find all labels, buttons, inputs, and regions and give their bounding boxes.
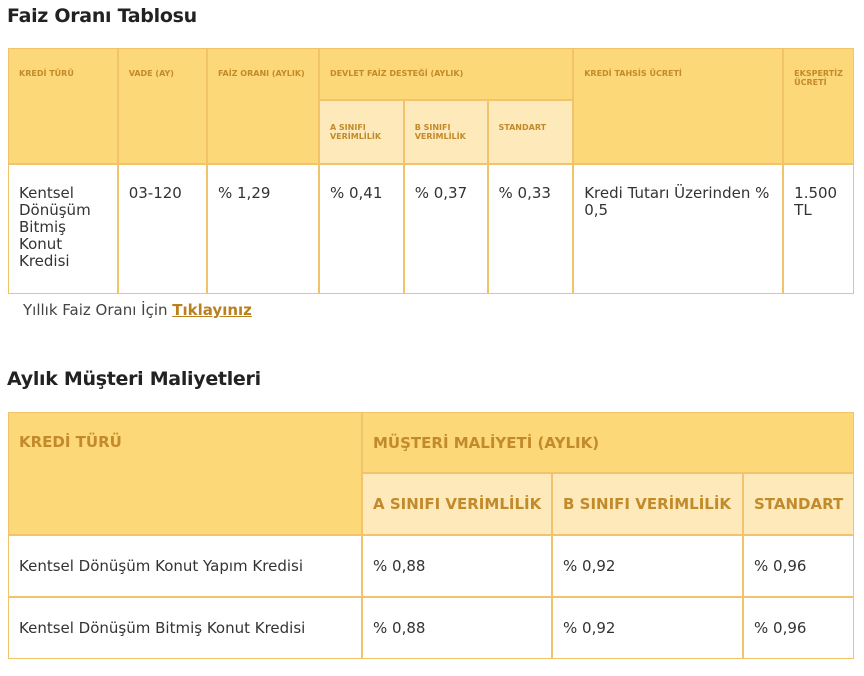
header-faiz-orani: FAİZ ORANI (AYLIK) [207,48,319,164]
cell-standart: % 0,96 [743,535,854,597]
cell-destek-standart: % 0,33 [488,164,574,294]
subheader-b-sinifi: B SINIFI VERİMLİLİK [404,100,488,164]
cell-kredi-turu: Kentsel Dönüşüm Bitmiş Konut Kredisi [8,597,362,659]
annual-rate-note [23,301,252,319]
header-kredi-turu: KREDİ TÜRÜ [8,412,362,535]
header-musteri-maliyeti: MÜŞTERİ MALİYETİ (AYLIK) [362,412,854,473]
note-text: Yıllık Faiz Oranı İçin [23,301,173,319]
subheader-a-sinifi: A SINIFI VERİMLİLİK [319,100,404,164]
annual-rate-link[interactable]: Tıklayınız [172,301,252,319]
subheader-a-sinifi: A SINIFI VERİMLİLİK [362,473,552,535]
cell-b-sinifi: % 0,92 [552,535,743,597]
cell-b-sinifi: % 0,92 [552,597,743,659]
cell-kredi-turu: Kentsel Dönüşüm Konut Yapım Kredisi [8,535,362,597]
rates-table [8,48,854,294]
table-row [8,164,854,294]
cell-vade: 03-120 [118,164,207,294]
cell-destek-b: % 0,37 [404,164,488,294]
cell-a-sinifi: % 0,88 [362,535,552,597]
table-row [8,535,854,597]
rates-table-title: Faiz Oranı Tablosu [7,5,197,27]
cell-a-sinifi: % 0,88 [362,597,552,659]
cell-faiz-orani: % 1,29 [207,164,319,294]
subheader-standart: STANDART [488,100,574,164]
cell-kredi-turu: Kentsel Dönüşüm Bitmiş Konut Kredisi [8,164,118,294]
cell-ekspertiz-ucreti: 1.500 TL [783,164,854,294]
header-kredi-turu: KREDİ TÜRÜ [8,48,118,164]
costs-table-title: Aylık Müşteri Maliyetleri [7,368,261,390]
table-row [8,597,854,659]
costs-table [8,412,854,659]
header-tahsis-ucreti: KREDİ TAHSİS ÜCRETİ [573,48,783,164]
subheader-b-sinifi: B SINIFI VERİMLİLİK [552,473,743,535]
subheader-standart: STANDART [743,473,854,535]
cell-tahsis-ucreti: Kredi Tutarı Üzerinden % 0,5 [573,164,783,294]
cell-destek-a: % 0,41 [319,164,404,294]
header-devlet-destegi: DEVLET FAİZ DESTEĞİ (AYLIK) [319,48,573,100]
header-vade: VADE (AY) [118,48,207,164]
cell-standart: % 0,96 [743,597,854,659]
header-ekspertiz-ucreti: EKSPERTİZ ÜCRETİ [783,48,854,164]
